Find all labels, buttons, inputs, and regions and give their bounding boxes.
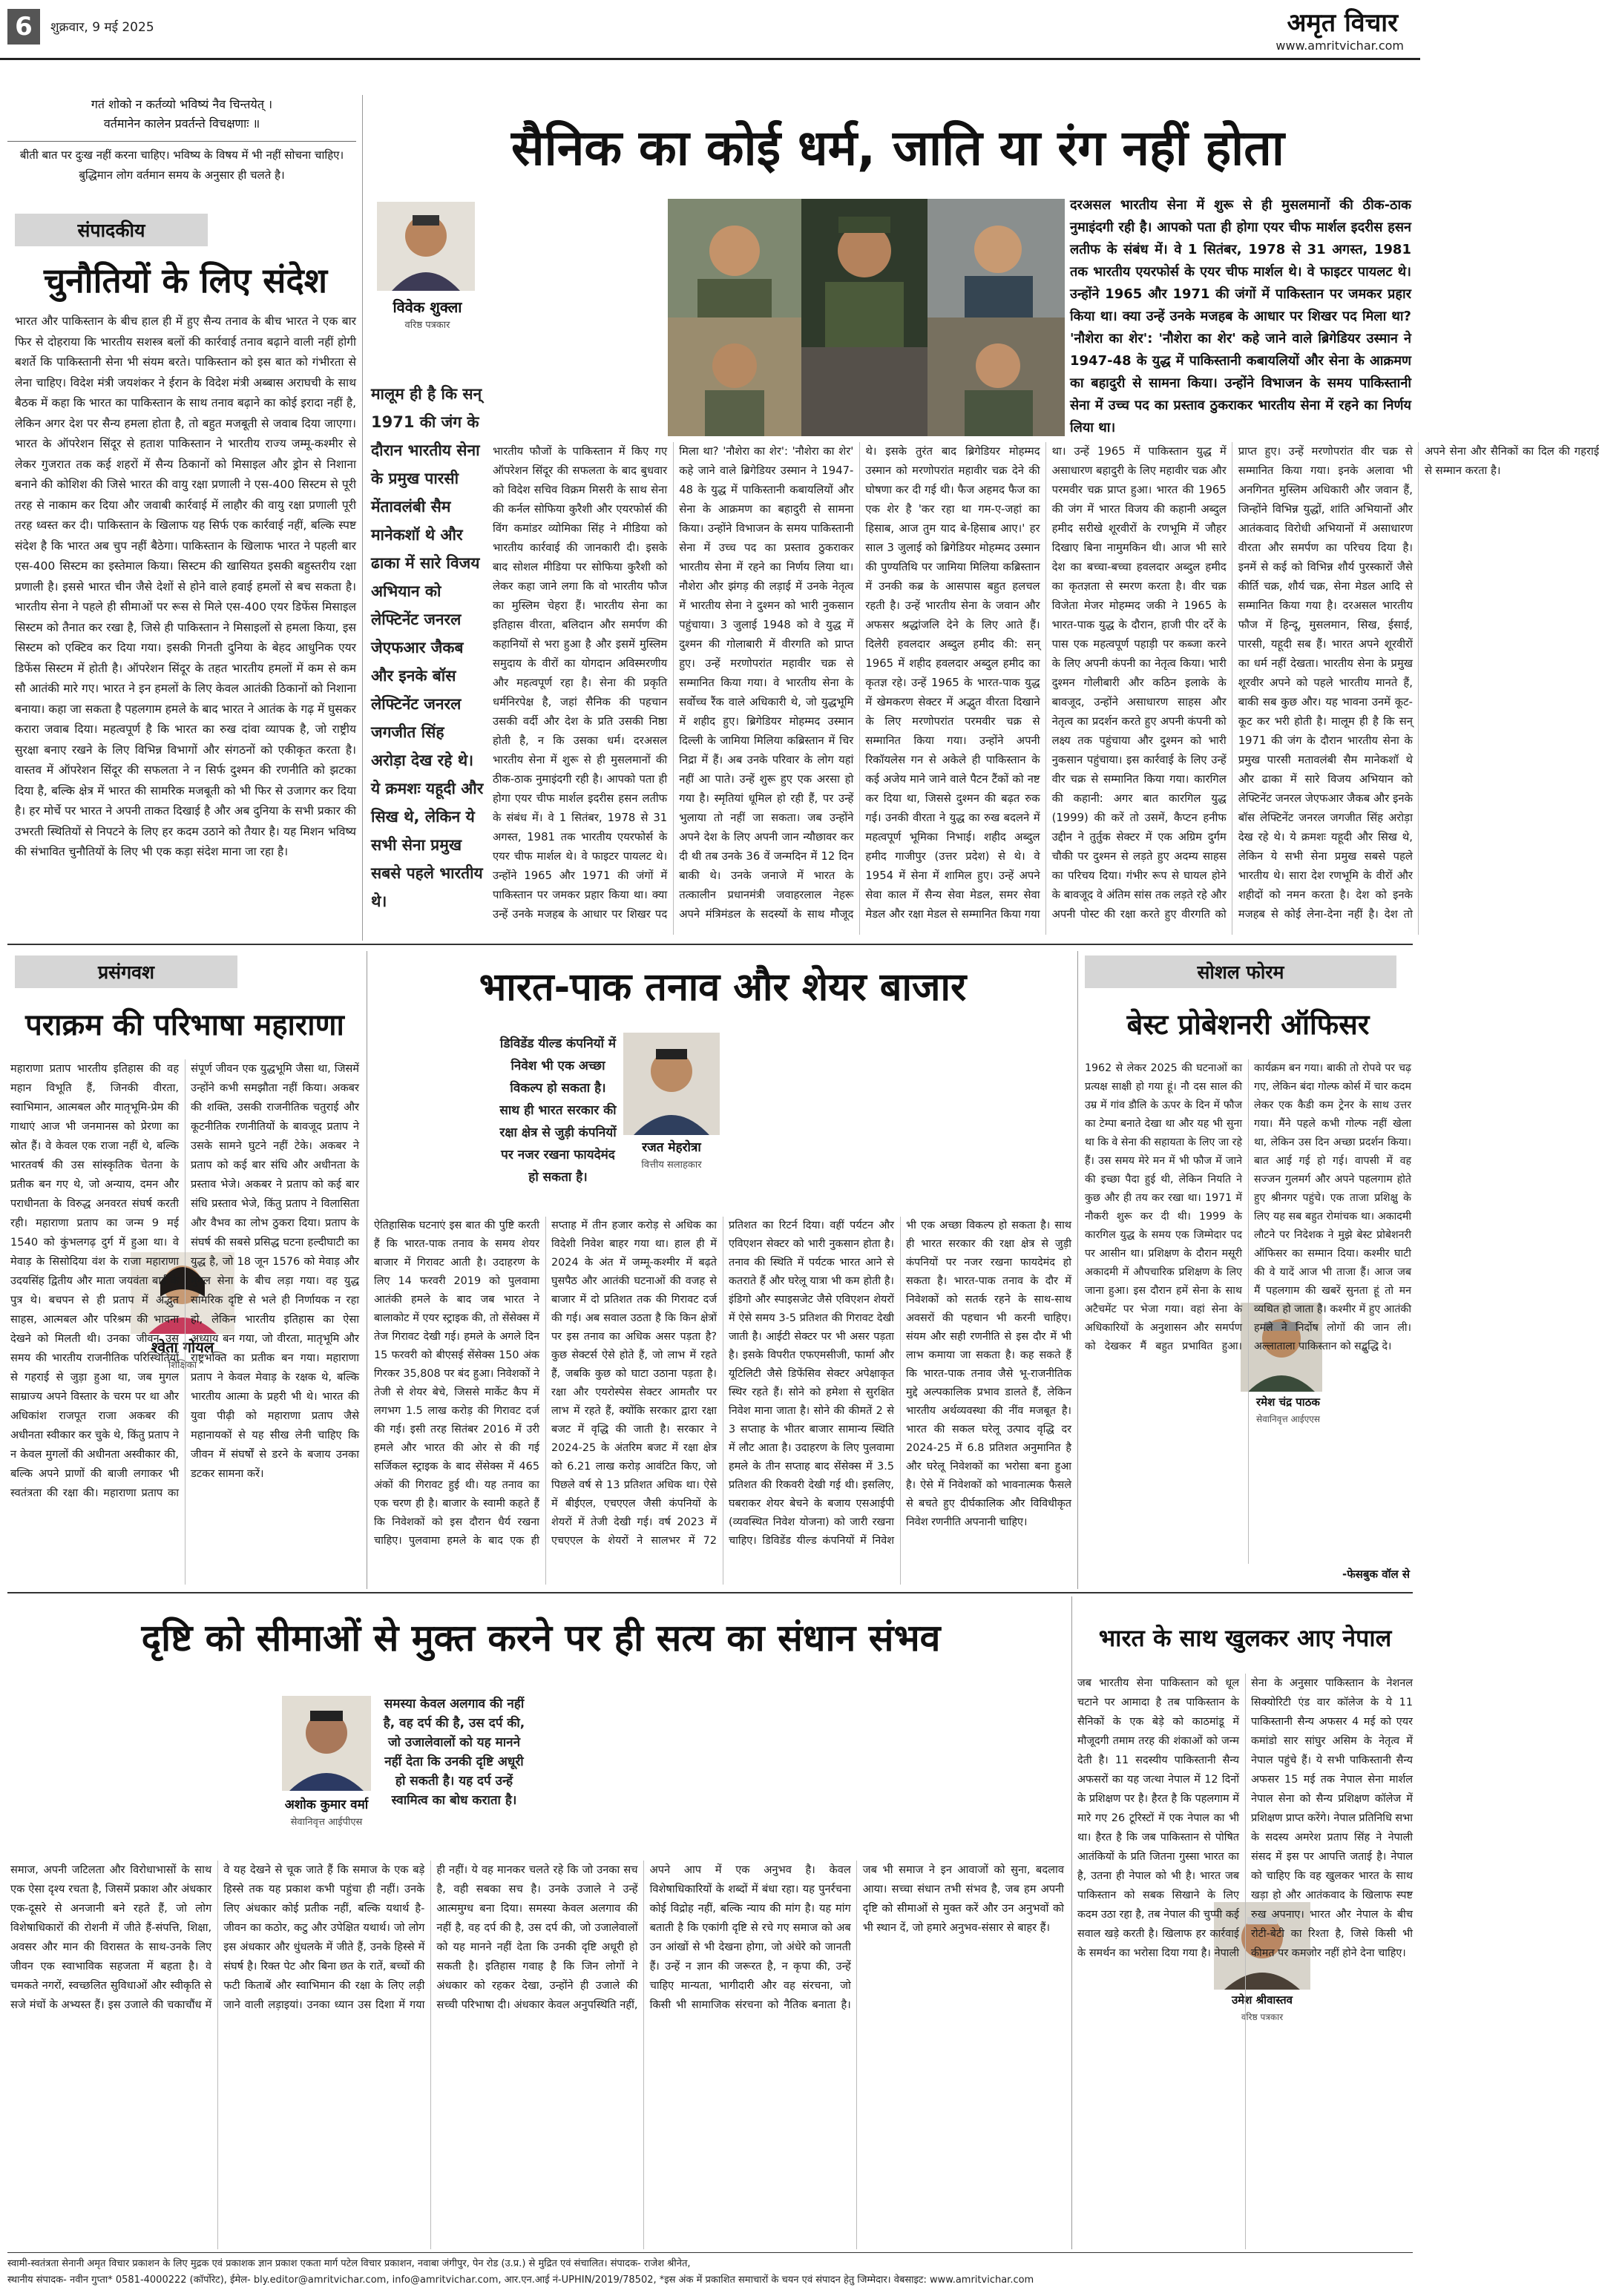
author-photo-vivek [377, 202, 475, 291]
social-forum-body: 1962 से लेकर 2025 की घटनाओं का प्रत्यक्ष साक्षी हो गया हूं। नौ दस साल की उम्र में गांव डौलि के ऊपर के दिन में फौज का टेम्पा बनाते देखा था और यह भी सुना था कि वे सेना की सहायता के लिए जा रहे हैं। उस समय मेरे मन में भी फौज में जाने की इच्छा पैदा हुई थी, लेकिन नियति ने कुछ और ही तय कर रखा था। 1971 में नौकरी शुरू कर दी थी। 1999 के कारगिल युद्ध के समय एक जिम्मेदार पद पर आसीन था। प्रशिक्षण के दौरान मसूरी अकादमी में औपचारिक प्रशिक्षण के लिए जाना हुआ। इस दौरान हमें सेना के साथ अटैचमेंट पर भेजा गया। वहां सेना के अधिकारियों के अनुशासन और समर्पण को देखकर मैं बहुत प्रभावित हुआ। कार्यक्रम बन गया। बाकी तो रोपवे पर चढ़ गए, लेकिन बंदा गोल्फ कोर्स में चार कदम लेकर एक कैडी कम ट्रेनर के साथ उत्तर गया। मैंने पहले कभी गोल्फ नहीं खेला था, लेकिन उस दिन अच्छा प्रदर्शन किया। बात आई गई हो गई। वापसी में वह सज्जन गुलमर्ग और अपने पहलगाम होते हुए श्रीनगर पहुंचे। एक ताजा प्रशिक्षु के लिए यह सब बहुत रोमांचक था। अकादमी लौटने पर निदेशक ने मुझे बेस्ट प्रोबेशनरी ऑफिसर का सम्मान दिया। कश्मीर घाटी की वे यादें आज भी ताजा हैं। आज जब मैं पहलगाम की खबरें सुनता हूं तो मन व्यथित हो जाता है। कश्मीर में हुए आतंकी हमले ने निर्दोष लोगों की जान ली। अल्लाताला पाकिस्तान को सद्बुद्धि दे। [1085, 1062, 1411, 1352]
sainik-pull-quote: मालूम ही है कि सन् 1971 की जंग के दौरान भारतीय सेना के प्रमुख पारसी मेंतावलंबी सैम मानेकशॉ थे और ढाका में सारे विजय अभियान को लेफ्टिनेंट जनरल जेएफआर जैकब और इनके बॉस लेफ्टिनेंट जनरल जगजीत सिंह अरोड़ा देख रहे थे। ये क्रमशः यहूदी और सिख थे, लेकिन ये सभी सेना प्रमुख सबसे पहले भारतीय थे। [371, 385, 484, 910]
author-role-shweta: शिक्षिका [168, 1360, 197, 1371]
market-pull-quote: डिविडेंड यील्ड कंपनियों में निवेश भी एक अच्छा विकल्प हो सकता है। साथ ही भारत सरकार की रक्षा क्षेत्र से जुड़ी कंपनियों पर नजर रखना फायदेमंद हो सकता है। [499, 1036, 617, 1185]
imprint-line: स्वामी-स्वतंत्रता सेनानी अमृत विचार प्रकाशन के लिए मुद्रक एवं प्रकाशक ज्ञान प्रकाश एकता मार्ग पटेल विचार प्रकाशन, नवाबा जंगीपुर, पेन रोड (उ.प्र.) से मुद्रित एवं संचालित। संपादक- राजेश श्रीनेत, [7, 2258, 691, 2269]
author-role-umesh: वरिष्ठ पत्रकार [1241, 2012, 1284, 2022]
brand-logo: अमृत विचार [1287, 8, 1398, 38]
editorial-body: भारत और पाकिस्तान के बीच हाल ही में हुए सैन्य तनाव के बीच भारत ने एक बार फिर से दोहराया कि भारतीय सशस्त्र बलों की कार्रवाई तनाव बढ़ाने वाली नहीं होगी बशर्ते कि पाकिस्तानी सेना भी संयम बरते। पाकिस्तान को इस बात को गंभीरता से लेना चाहिए। विदेश मंत्री जयशंकर ने ईरान के विदेश मंत्री अब्बास अराघची के साथ बैठक में कहा कि भारत का पाकिस्तान के साथ तनाव बढ़ाने का कोई इरादा नहीं है, लेकिन अगर देश पर सैन्य हमला होता है, तो बहुत मजबूती से जवाब दिया जाएगा। भारत के ऑपरेशन सिंदूर से हताश पाकिस्तान ने भारतीय राज्य जम्मू-कश्मीर से लेकर गुजरात तक कई शहरों में सैन्य ठिकानों को मिसाइल और ड्रोन से निशाना बनाने की कोशिश की जिसे भारत की वायु रक्षा प्रणाली ने एस-400 सिस्टम से पूरी तरह से नाकाम कर दिया और जवाबी कार्रवाई में लाहौर की वायु रक्षा प्रणाली पूरी तरह ध्वस्त कर दी। पाकिस्तान के खिलाफ यह सिर्फ एक कार्रवाई नहीं, बल्कि स्पष्ट संदेश है कि भारत अब चुप नहीं बैठेगा। पाकिस्तान के खिलाफ भारत ने पहली बार एस-400 सिस्टम का इस्तेमाल किया। सिस्टम की खासियत इसकी बहुस्तरीय रक्षा प्रणाली है। इससे भारत चीन जैसे देशों से होने वाले हवाई हमलों से बच सकता है। भारतीय सेना ने पहले ही सीमाओं पर रूस से मिले एस-400 एयर डिफेंस मिसाइल सिस्टम को तैनात कर रखा है, जिसे ही पाकिस्तान ने मिसाइलों से हमला किया, इस सिस्टम को एक्टिव कर दिया गया। इसकी गिनती दुनिया के बेहद आधुनिक एयर डिफेंस सिस्टम में होती है। ऑपरेशन सिंदूर के तहत भारतीय हमलों में कम से कम सौ आतंकी मारे गए। भारत ने इन हमलों के लिए केवल आतंकी ठिकानों को निशाना बनाया। कहा जा सकता है पहलगाम हमले के बाद भारत ने आतंक के गढ़ में घुसकर करारा जवाब दिया। महत्वपूर्ण है कि भारत का रुख दांवा व्यापक है, जो राष्ट्रीय सुरक्षा बनाए रखने के लिए विभिन्न विभागों और संगठनों को एकीकृत करता है। वास्तव में ऑपरेशन सिंदूर की सफलता ने न सिर्फ दुश्मन की रणनीति को झटका दिया है, बल्कि क्षेत्र में भारत की सामरिक मजबूती को भी फिर से उजागर कर दिया है। हर मोर्चे पर भारत ने अपनी ताकत दिखाई है और अब दुनिया के सभी प्रकार की उभरती स्थितियों से निपटने के लिए हर कदम उठाने को तैयार है। यह मिशन भविष्य की संभावित चुनौतियों के लिए भी एक कड़ा संदेश माना जा रहा है। [15, 315, 356, 858]
section-divider-2 [7, 1592, 1413, 1593]
quote-sanskrit-1: गतं शोको न कर्तव्यो भविष्यं नैव चिन्तयेत् । [91, 97, 273, 111]
quote-meaning-1: बीती बात पर दुःख नहीं करना चाहिए। भविष्य के विषय में भी नहीं सोचना चाहिए। [7, 141, 356, 165]
quote-meaning-2: बुद्धिमान लोग वर्तमान समय के अनुसार ही चलते है। [79, 168, 285, 182]
section-label-prasangvash: प्रसंगवश [15, 955, 237, 988]
editorial-headline: चुनौतियों के लिए संदेश [43, 260, 328, 300]
author-role-vivek: वरिष्ठ पत्रकार [404, 320, 450, 331]
author-name-shweta: श्वेता गोयल [151, 1338, 214, 1356]
masthead-rule [0, 58, 1420, 60]
social-forum-headline: बेस्ट प्रोबेशनरी ऑफिसर [1126, 1008, 1370, 1041]
prasangvash-headline: पराक्रम की परिभाषा महाराणा [25, 1008, 344, 1042]
market-body: ऐतिहासिक घटनाएं इस बात की पुष्टि करती हैं कि भारत-पाक तनाव के समय शेयर बाजार में गिरावट आती है। उदाहरण के लिए 14 फरवरी 2019 को पुलवामा आतंकी हमले के बाद जब भारत ने बालाकोट में एयर स्ट्राइक की, तो सेंसेक्स में तेज गिरावट देखी गई। हमले के अगले दिन 15 फरवरी को बीएसई सेंसेक्स 150 अंक गिरकर 35,808 पर बंद हुआ। निवेशकों ने तेजी से शेयर बेचे, जिससे मार्केट कैप में लगभग 1.5 लाख करोड़ की गिरावट दर्ज की गई। इसी तरह सितंबर 2016 में उरी हमले और भारत की ओर से की गई सर्जिकल स्ट्राइक के बाद सेंसेक्स में 465 अंकों की गिरावट हुई थी। यह तनाव का एक चरण ही है। बाजार के स्वामी कहते हैं कि निवेशकों को इस दौरान धैर्य रखना चाहिए। पुलवामा हमले के बाद एक ही सप्ताह में तीन हजार करोड़ से अधिक का विदेशी निवेश बाहर गया था। हाल ही में 2024 के अंत में जम्मू-कश्मीर में बढ़ते घुसपैठ और आतंकी घटनाओं की वजह से बाजार में दो प्रतिशत तक की गिरावट दर्ज की गई। अब सवाल उठता है कि किन क्षेत्रों पर इस तनाव का अधिक असर पड़ता है? कुछ सेक्टर्स ऐसे होते हैं, जो लाभ में रहते हैं, जबकि कुछ को घाटा उठाना पड़ता है। रक्षा और एयरोस्पेस सेक्टर आमतौर पर लाभ में रहते हैं, क्योंकि सरकार द्वारा रक्षा बजट में वृद्धि की जाती है। सरकार ने 2024-25 के अंतरिम बजट में रक्षा क्षेत्र को 6.21 लाख करोड़ आवंटित किए, जो पिछले वर्ष से 13 प्रतिशत अधिक था। ऐसे में बीईएल, एचएएल जैसी कंपनियों के शेयरों में तेजी देखी गई। वर्ष 2023 में एचएएल के शेयरों ने सालभर में 72 प्रतिशत का रिटर्न दिया। वहीं पर्यटन और एविएशन सेक्टर को भारी नुकसान होता है। तनाव की स्थिति में पर्यटक भारत आने से कतराते हैं और घरेलू यात्रा भी कम होती है। इंडिगो और स्पाइसजेट जैसे एविएशन शेयरों में ऐसे समय 3-5 प्रतिशत की गिरावट देखी जाती है। आईटी सेक्टर पर भी असर पड़ता है। इसके विपरीत एफएमसीजी, फार्मा और यूटिलिटी जैसे डिफेंसिव सेक्टर अपेक्षाकृत स्थिर रहते हैं। सोने को हमेशा से सुरक्षित निवेश माना जाता है। सोने की कीमतें 2 से 3 सप्ताह के भीतर बाजार सामान्य स्थिति में लौट आता है। उदाहरण के लिए पुलवामा हमले के तीन सप्ताह बाद सेंसेक्स में 3.5 प्रतिशत की रिकवरी देखी गई थी। इसलिए, घबराकर शेयर बेचने के बजाय एसआईपी (व्यवस्थित निवेश योजना) को जारी रखना चाहिए। डिविडेंड यील्ड कंपनियों में निवेश भी एक अच्छा विकल्प हो सकता है। साथ ही भारत सरकार की रक्षा क्षेत्र से जुड़ी कंपनियों पर नजर रखना फायदेमंद हो सकता है। भारत-पाक तनाव के दौर में निवेशकों को सतर्क रहने के साथ-साथ अवसरों की पहचान भी करनी चाहिए। संयम और सही रणनीति से इस दौर में भी लाभ कमाया जा सकता है। कह सकते हैं कि भारत-पाक तनाव जैसे भू-राजनीतिक मुद्दे अल्पकालिक प्रभाव डालते हैं, लेकिन भारतीय अर्थव्यवस्था की नींव मजबूत है। भारत की सकल घरेलू उत्पाद वृद्धि दर 2024-25 में 6.8 प्रतिशत अनुमानित है और घरेलू निवेशकों का भरोसा बना हुआ है। ऐसे में निवेशकों को भावनात्मक फैसले से बचते हुए दीर्घकालिक और विविधीकृत निवेश रणनीति अपनानी चाहिए। [374, 1220, 1071, 1547]
market-headline: भारत-पाक तनाव और शेयर बाजार [479, 965, 967, 1010]
column-divider [362, 95, 363, 941]
author-photo-ashok [282, 1696, 371, 1791]
social-forum-signoff: -फेसबुक वॉल से [1342, 1568, 1410, 1581]
author-name-vivek: विवेक शुक्ला [393, 298, 462, 316]
imprint-line-2: स्थानीय संपादक- नवीन गुप्ता* 0581-4000222 (कॉर्पोरेट), ईमेल- bly.editor@amritvichar.com, info@amritvichar.com, आर.एन.आई नं-UPHIN/2019/78502, *इस अंक में प्रकाशित समाचारों के चयन एवं संपादन हेतु जिम्मेदार। वेबसाइट: www.amritvichar.com [7, 2274, 1034, 2286]
author-role-rajat: वित्तीय सलाहकार [641, 1159, 702, 1171]
author-role-ashok: सेवानिवृत्त आईपीएस [290, 1817, 363, 1828]
quote-sanskrit-2: वर्तमानेन कालेन प्रवर्तन्ते विचक्षणाः ॥ [103, 116, 260, 131]
drishti-body: समाज, अपनी जटिलता और विरोधाभासों के साथ एक ऐसा दृश्य रचता है, जिसमें प्रकाश और अंधकार एक-दूसरे से अनजानी बने रहते हैं, जो लोग विशेषाधिकारों की रोशनी में जीते हैं-संपत्ति, शिक्षा, अवसर और मान की विरासत के साथ-उनके लिए जीवन एक स्वाभाविक सहजता में बहता है। वे चमकते नगरों, स्वच्छलित सुविधाओं और स्वीकृति से सजे मंचों के अभ्यस्त हैं। इस उजाले की चकाचौंध में वे यह देखने से चूक जाते हैं कि समाज के एक बड़े हिस्से तक यह प्रकाश कभी पहुंचा ही नहीं। उनके लिए अंधकार कोई प्रतीक नहीं, बल्कि यथार्थ है- जीवन का कठोर, कटु और उपेक्षित यथार्थ। जो लोग इस अंधकार और धुंधलके में जीते हैं, उनके हिस्से में संघर्ष है। रिक्त पेट और बिना छत के रातें, बच्चों की फटी किताबें और स्वाभिमान की रक्षा के लिए लड़ी जाने वाली लड़ाइयां। उनका ध्यान उस दिशा में गया ही नहीं। ये वह मानकर चलते रहे कि जो उनका सच है, वही सबका सच है। उनके उजाले ने उन्हें आत्ममुग्ध बना दिया। समस्या केवल अलगाव की नहीं है, वह दर्प की है, उस दर्प की, जो उजालेवालों को यह मानने नहीं देता कि उनकी दृष्टि अधूरी हो सकती है। इतिहास गवाह है कि जिन लोगों ने अंधकार को रहकर देखा, उन्होंने ही उजाले की सच्ची परिभाषा दी। अंधकार केवल अनुपस्थिति नहीं, अपने आप में एक अनुभव है। केवल विशेषाधिकारियों के शब्दों में बंधा रहा। यह पुनर्रचना कोई विद्रोह नहीं, बल्कि न्याय की मांग है। यह मांग बताती है कि एकांगी दृष्टि से रचे गए समाज को अब उन आंखों से भी देखना होगा, जो अंधेरे को जानती हैं। उन्हें न ज्ञान की जरूरत है, न कृपा की, उन्हें चाहिए मान्यता, भागीदारी और वह संरचना, जो किसी भी सामाजिक संरचना को नैतिक बनाता है। जब भी समाज ने इन आवाजों को सुना, बदलाव आया। सच्चा संधान तभी संभव है, जब हम अपनी दृष्टि को सीमाओं से मुक्त करें और उन अनुभवों को भी स्थान दें, जो हमारे अनुभव-संसार से बाहर हैं। [10, 1864, 1064, 2011]
nepal-headline: भारत के साथ खुलकर आए नेपाल [1098, 1624, 1392, 1652]
website-url: www.amritvichar.com [1275, 39, 1404, 53]
drishti-headline: दृष्टि को सीमाओं से मुक्त करने पर ही सत्य का संधान संभव [141, 1616, 941, 1659]
section-label-editorial: संपादकीय [15, 214, 208, 246]
author-name-rajat: रजत मेहरोत्रा [642, 1140, 701, 1155]
author-name-ramesh: रमेश चंद्र पाठक [1256, 1395, 1320, 1409]
drishti-pull-quote: समस्या केवल अलगाव की नहीं है, वह दर्प की है, उस दर्प की, जो उजालेवालों को यह मानने नहीं देता कि उनकी दृष्टि अधूरी हो सकती है। यह दर्प उन्हें स्वामित्व का बोध कराता है। [383, 1697, 525, 1808]
prasangvash-body: महाराणा प्रताप भारतीय इतिहास की वह महान विभूति हैं, जिनकी वीरता, स्वाभिमान, आत्मबल और मातृभूमि-प्रेम की गाथाएं आज भी जनमानस को प्रेरणा का स्रोत हैं। वे केवल एक राजा नहीं थे, बल्कि भारतवर्ष की उस सांस्कृतिक चेतना के प्रतीक बन गए थे, जो अन्याय, दमन और पराधीनता के विरुद्ध अनवरत संघर्ष करती रही। महाराणा प्रताप का जन्म 9 मई 1540 को कुंभलगढ़ दुर्ग में हुआ था। वे मेवाड़ के सिसोदिया वंश के राजा महाराणा उदयसिंह द्वितीय और माता जयवंता बाई के पुत्र थे। बचपन से ही प्रताप में अद्भुत साहस, आत्मबल और परिश्रम की भावना देखने को मिलती थी। उनका जीवन उस समय की भारतीय राजनीतिक परिस्थितियों से गहराई से जुड़ा हुआ था, जब मुगल साम्राज्य अपने विस्तार के चरम पर था और अधिकांश राजपूत राजा अकबर की अधीनता स्वीकार कर चुके थे, किंतु प्रताप ने न केवल मुगलों की अधीनता अस्वीकार की, बल्कि अपने प्राणों की बाजी लगाकर भी स्वतंत्रता की रक्षा की। महाराणा प्रताप का संपूर्ण जीवन एक युद्धभूमि जैसा था, जिसमें उन्होंने कभी समझौता नहीं किया। अकबर की शक्ति, उसकी राजनीतिक चतुराई और कूटनीतिक रणनीतियों के बावजूद प्रताप ने उसके सामने घुटने नहीं टेके। अकबर ने प्रताप को कई बार संधि और अधीनता के प्रस्ताव भेजे। अकबर ने प्रताप को कई बार संधि प्रस्ताव भेजे, किंतु प्रताप ने विलासिता और वैभव का लोभ ठुकरा दिया। प्रताप के संघर्ष की सबसे प्रसिद्ध घटना हल्दीघाटी का युद्ध है, जो 18 जून 1576 को मेवाड़ और मुगल सेना के बीच लड़ा गया। वह युद्ध सामरिक दृष्टि से भले ही निर्णायक न रहा हो, लेकिन भारतीय इतिहास का ऐसा अध्याय बन गया, जो वीरता, मातृभूमि और राष्ट्रभक्ति का प्रतीक बन गया। महाराणा प्रताप ने केवल मेवाड़ के रक्षक थे, बल्कि भारतीय आत्मा के प्रहरी भी थे। भारत की युवा पीढ़ी को महाराणा प्रताप जैसे महानायकों से यह सीख लेनी चाहिए कि जीवन में संघर्षों से डरने के बजाय उनका डटकर सामना करें। [10, 1062, 359, 1499]
masthead [0, 0, 1420, 58]
author-photo-rajat [623, 1033, 720, 1135]
column-divider [1071, 1596, 1072, 2249]
column-divider [1077, 951, 1078, 1589]
author-name-ashok: अशोक कुमार वर्मा [284, 1797, 369, 1812]
footer-rule [7, 2252, 1413, 2253]
sainik-headline: सैनिक का कोई धर्म, जाति या रंग नहीं होता [511, 119, 1284, 177]
author-role-ramesh: सेवानिवृत्त आईएएस [1256, 1414, 1320, 1424]
issue-date: शुक्रवार, 9 मई 2025 [50, 20, 154, 35]
section-label-social-forum: सोशल फोरम [1085, 955, 1396, 988]
sainik-deck: दरअसल भारतीय सेना में शुरू से ही मुसलमानों की ठीक-ठाक नुमाइंदगी रही है। आपको पता ही होगा एयर चीफ मार्शल इदरीस हसन लतीफ के संबंध में। वे 1 सितंबर, 1978 से 31 अगस्त, 1981 तक भारतीय एयरफोर्स के एयर चीफ मार्शल थे। वे फाइटर पायलट थे। उन्होंने 1965 और 1971 की जंगों में पाकिस्तान पर जमकर प्रहार किया था। क्या उन्हें उनके मजहब के आधार पर शिखर पद मिला था? 'नौशेरा का शेर': 'नौशेरा का शेर' कहे जाने वाले ब्रिगेडियर उस्मान ने 1947-48 के युद्ध में पाकिस्तानी कबायलियों और सेना के आक्रमण का बहादुरी से सामना किया। उन्होंने विभाजन के समय पाकिस्तानी सेना में उच्च पद का प्रस्ताव ठुकराकर भारतीय सेना में रहने का निर्णय लिया था। [1070, 197, 1411, 435]
page-number: 6 [7, 9, 40, 45]
sainik-body: भारतीय फौजों के पाकिस्तान में किए गए ऑपरेशन सिंदूर की सफलता के बाद बुधवार को विदेश सचिव विक्रम मिसरी के साथ सेना की कर्नल सोफिया कुरैशी और एयरफोर्स की विंग कमांडर व्योमिका सिंह ने मीडिया को भारतीय कार्रवाई की जानकारी दी। इसके बाद सोशल मीडिया पर सोफिया कुरैशी को लेकर कहा जाने लगा कि वो भारतीय फौज का मुस्लिम चेहरा हैं। भारतीय सेना का इतिहास वीरता, बलिदान और समर्पण की कहानियों से भरा हुआ है और इसमें मुस्लिम समुदाय के वीरों का योगदान अविस्मरणीय और महत्वपूर्ण रहा है। सेना की प्रकृति धर्मनिरपेक्ष है, जहां सैनिक की पहचान उसकी वर्दी और देश के प्रति उसकी निष्ठा होती है, न कि उसका धर्म। दरअसल भारतीय सेना में शुरू से ही मुसलमानों की ठीक-ठाक नुमाइंदगी रही है। आपको पता ही होगा एयर चीफ मार्शल इदरीस हसन लतीफ के संबंध में। वे 1 सितंबर, 1978 से 31 अगस्त, 1981 तक भारतीय एयरफोर्स के एयर चीफ मार्शल थे। वे फाइटर पायलट थे। उन्होंने 1965 और 1971 की जंगों में पाकिस्तान पर जमकर प्रहार किया था। क्या उन्हें उनके मजहब के आधार पर शिखर पद मिला था? 'नौशेरा का शेर': 'नौशेरा का शेर' कहे जाने वाले ब्रिगेडियर उस्मान ने 1947-48 के युद्ध में पाकिस्तानी कबायलियों और सेना के आक्रमण का बहादुरी से सामना किया। उन्होंने विभाजन के समय पाकिस्तानी सेना में उच्च पद का प्रस्ताव ठुकराकर भारतीय सेना में रहने का निर्णय लिया था। नौशेरा और झंगड़ की लड़ाई में उनके नेतृत्व में भारतीय सेना ने दुश्मन को भारी नुकसान पहुंचाया। 3 जुलाई 1948 को वे युद्ध में दुश्मन की गोलाबारी में वीरगति को प्राप्त हुए। उन्हें मरणोपरांत महावीर चक्र से सम्मानित किया गया। वे भारतीय सेना के सर्वोच्च रैंक वाले अधिकारी थे, जो युद्धभूमि में शहीद हुए। ब्रिगेडियर मोहम्मद उस्मान दिल्ली के जामिया मिलिया कब्रिस्तान में चिर निद्रा में हैं। अब उनके परिवार के लोग यहां नहीं आ पाते। उन्हें शुरू हुए एक अरसा हो गया है। स्मृतियां धूमिल हो रही हैं, पर उन्हें भुलाया तो नहीं जा सकता। जब उन्होंने अपने देश के लिए अपनी जान न्यौछावर कर दी थी तब उनके 36 वें जन्मदिन में 12 दिन बाकी थे। उनके जनाजे में भारत के तत्कालीन प्रधानमंत्री जवाहरलाल नेहरू अपने मंत्रिमंडल के सदस्यों के साथ मौजूद थे। इसके तुरंत बाद ब्रिगेडियर मोहम्मद उस्मान को मरणोपरांत महावीर चक्र देने की घोषणा कर दी गई थी। फैज अहमद फैज का एक शेर है 'कर रहा था गम-ए-जहां का हिसाब, आज तुम याद बे-हिसाब आए।' हर साल 3 जुलाई को ब्रिगेडियर मोहम्मद उस्मान की पुण्यतिथि पर जामिया मिलिया कब्रिस्तान में उनकी कब्र के आसपास बहुत हलचल रहती है। उन्हें भारतीय सेना के जवान और अफसर श्रद्धांजलि देने के लिए आते हैं। दिलेरी हवलदार अब्दुल हमीद की: सन् 1965 में शहीद हवलदार अब्दुल हमीद का कृतज्ञ रहे। उन्हें 1965 के भारत-पाक युद्ध में खेमकरण सेक्टर में अद्भुत वीरता दिखाने के लिए मरणोपरांत परमवीर चक्र से सम्मानित किया गया। उन्होंने अपनी रिकॉयलेस गन से अकेले ही पाकिस्तान के कई अजेय माने जाने वाले पैटन टैंकों को नष्ट कर दिया था, जिससे दुश्मन की बढ़त रुक गई। उनकी वीरता ने युद्ध का रुख बदलने में महत्वपूर्ण भूमिका निभाई। शहीद अब्दुल हमीद गाजीपुर (उत्तर प्रदेश) से थे। वे 1954 में सेना में शामिल हुए। उन्हें अपने सेवा काल में सैन्य सेवा मेडल, समर सेवा मेडल और रक्षा मेडल से सम्मानित किया गया था। उन्हें 1965 में पाकिस्तान युद्ध में असाधारण बहादुरी के लिए महावीर चक्र और परमवीर चक्र प्राप्त हुआ। भारत की 1965 की जंग में भारत विजय की कहानी अब्दुल हमीद सरीखे शूरवीरों के रणभूमि में जौहर दिखाए बिना नामुमकिन थी। आज भी सारे देश का बच्चा-बच्चा हवलदार अब्दुल हमीद का कृतज्ञता से स्मरण करता है। वीर चक्र विजेता मेजर मोहम्मद जकी ने 1965 के भारत-पाक युद्ध के दौरान, हाजी पीर दर्रे के पास एक महत्वपूर्ण पहाड़ी पर कब्जा करने के लिए अपनी कंपनी का नेतृत्व किया। भारी दुश्मन गोलीबारी और कठिन इलाके के बावजूद, उन्होंने असाधारण साहस और नेतृत्व का प्रदर्शन करते हुए अपनी कंपनी को लक्ष्य तक पहुंचाया और दुश्मन को भारी नुकसान पहुंचाया। इस कार्रवाई के लिए उन्हें वीर चक्र से सम्मानित किया गया। कारगिल की कहानी: अगर बात कारगिल युद्ध (1999) की करें तो उसमें, कैप्टन हनीफ उद्दीन ने तुर्तुक सेक्टर में एक अग्रिम दुर्गम चौकी पर दुश्मन से लड़ते हुए अदम्य साहस का परिचय दिया। गंभीर रूप से घायल होने के बावजूद वे अंतिम सांस तक लड़ते रहे और अपनी पोस्ट की रक्षा करते हुए वीरगति को प्राप्त हुए। उन्हें मरणोपरांत वीर चक्र से सम्मानित किया गया। इनके अलावा भी अनगिनत मुस्लिम अधिकारी और जवान हैं, जिन्होंने विभिन्न युद्धों, शांति अभियानों और आतंकवाद विरोधी अभियानों में असाधारण वीरता और समर्पण का परिचय दिया है। इनमें से कई को विभिन्न शौर्य पुरस्कारों जैसे कीर्ति चक्र, शौर्य चक्र, सेना मेडल आदि से सम्मानित किया गया है। दरअसल भारतीय फौज में हिन्दू, मुसलमान, सिख, ईसाई, पारसी, यहूदी सब हैं। भारत अपने शूरवीरों का धर्म नहीं देखता। भारतीय सेना के प्रमुख शूरवीर अपने को पहले भारतीय मानते हैं, बाकी सब कुछ और। यह भावना उनमें कूट-कूट कर भरी होती है। मालूम ही है कि सन् 1971 की जंग के दौरान भारतीय सेना के प्रमुख पारसी मतावलंबी सैम मानेकशॉ थे और ढाका में सारे विजय अभियान को लेफ्टिनेंट जनरल जेएफआर जैकब और इनके बॉस लेफ्टिनेंट जनरल जगजीत सिंह अरोड़ा देख रहे थे। ये क्रमशः यहूदी और सिख थे, लेकिन ये सभी सेना प्रमुख सबसे पहले भारतीय थे। सारा देश रणभूमि के वीरों और शहीदों को नमन करता है। देश को इनके मजहब से कोई लेना-देना नहीं है। देश तो अपने सेना और सैनिकों का दिल की गहराई से सम्मान करता है। [493, 445, 1599, 921]
daily-quote [7, 95, 356, 199]
photo-military-collage [668, 199, 1065, 436]
author-name-umesh: उमेश श्रीवास्तव [1231, 1993, 1293, 2007]
section-divider-1 [7, 944, 1413, 945]
nepal-body: जब भारतीय सेना पाकिस्तान को धूल चटाने पर आमादा है तब पाकिस्तान के सैनिकों के एक बेड़े को काठमांडू में मौजूदगी तमाम तरह की शंकाओं को जन्म देती है। 11 सदस्यीय पाकिस्तानी सैन्य अफसरों का यह जत्था नेपाल में 12 दिनों के प्रशिक्षण पर है। हैरत है कि पहलगाम में मारे गए 26 टूरिस्टों में एक नेपाल का भी था। हैरत है कि जब पाकिस्तान से पोषित आतंकियों के प्रति जितना गुस्सा भारत का है, उतना ही नेपाल को भी है। भारत जब पाकिस्तान को सबक सिखाने के लिए कदम उठा रहा है, तब नेपाल की चुप्पी कई सवाल खड़े करती है। खिलाफ हर कार्रवाई के समर्थन का भरोसा दिया गया है। नेपाली सेना के अनुसार पाकिस्तान के नेशनल सिक्योरिटी एंड वार कॉलेज के ये 11 पाकिस्तानी सैन्य अफसर 4 मई को एयर कमांडो सार सांघुर असिम के नेतृत्व में नेपाल पहुंचे हैं। ये सभी पाकिस्तानी सैन्य अफसर 15 मई तक नेपाल सेना मार्शल नेपाल सेना को सैन्य प्रशिक्षण कॉलेज में प्रशिक्षण प्राप्त करेंगे। नेपाल प्रतिनिधि सभा के सदस्य अमरेश प्रताप सिंह ने नेपाली संसद में इस पर आपत्ति जताई है। नेपाल को चाहिए कि वह खुलकर भारत के साथ खड़ा हो और आतंकवाद के खिलाफ स्पष्ट रुख अपनाए। भारत और नेपाल के बीच रोटी-बेटी का रिश्ता है, जिसे किसी भी कीमत पर कमजोर नहीं होने देना चाहिए। [1077, 1677, 1413, 1959]
